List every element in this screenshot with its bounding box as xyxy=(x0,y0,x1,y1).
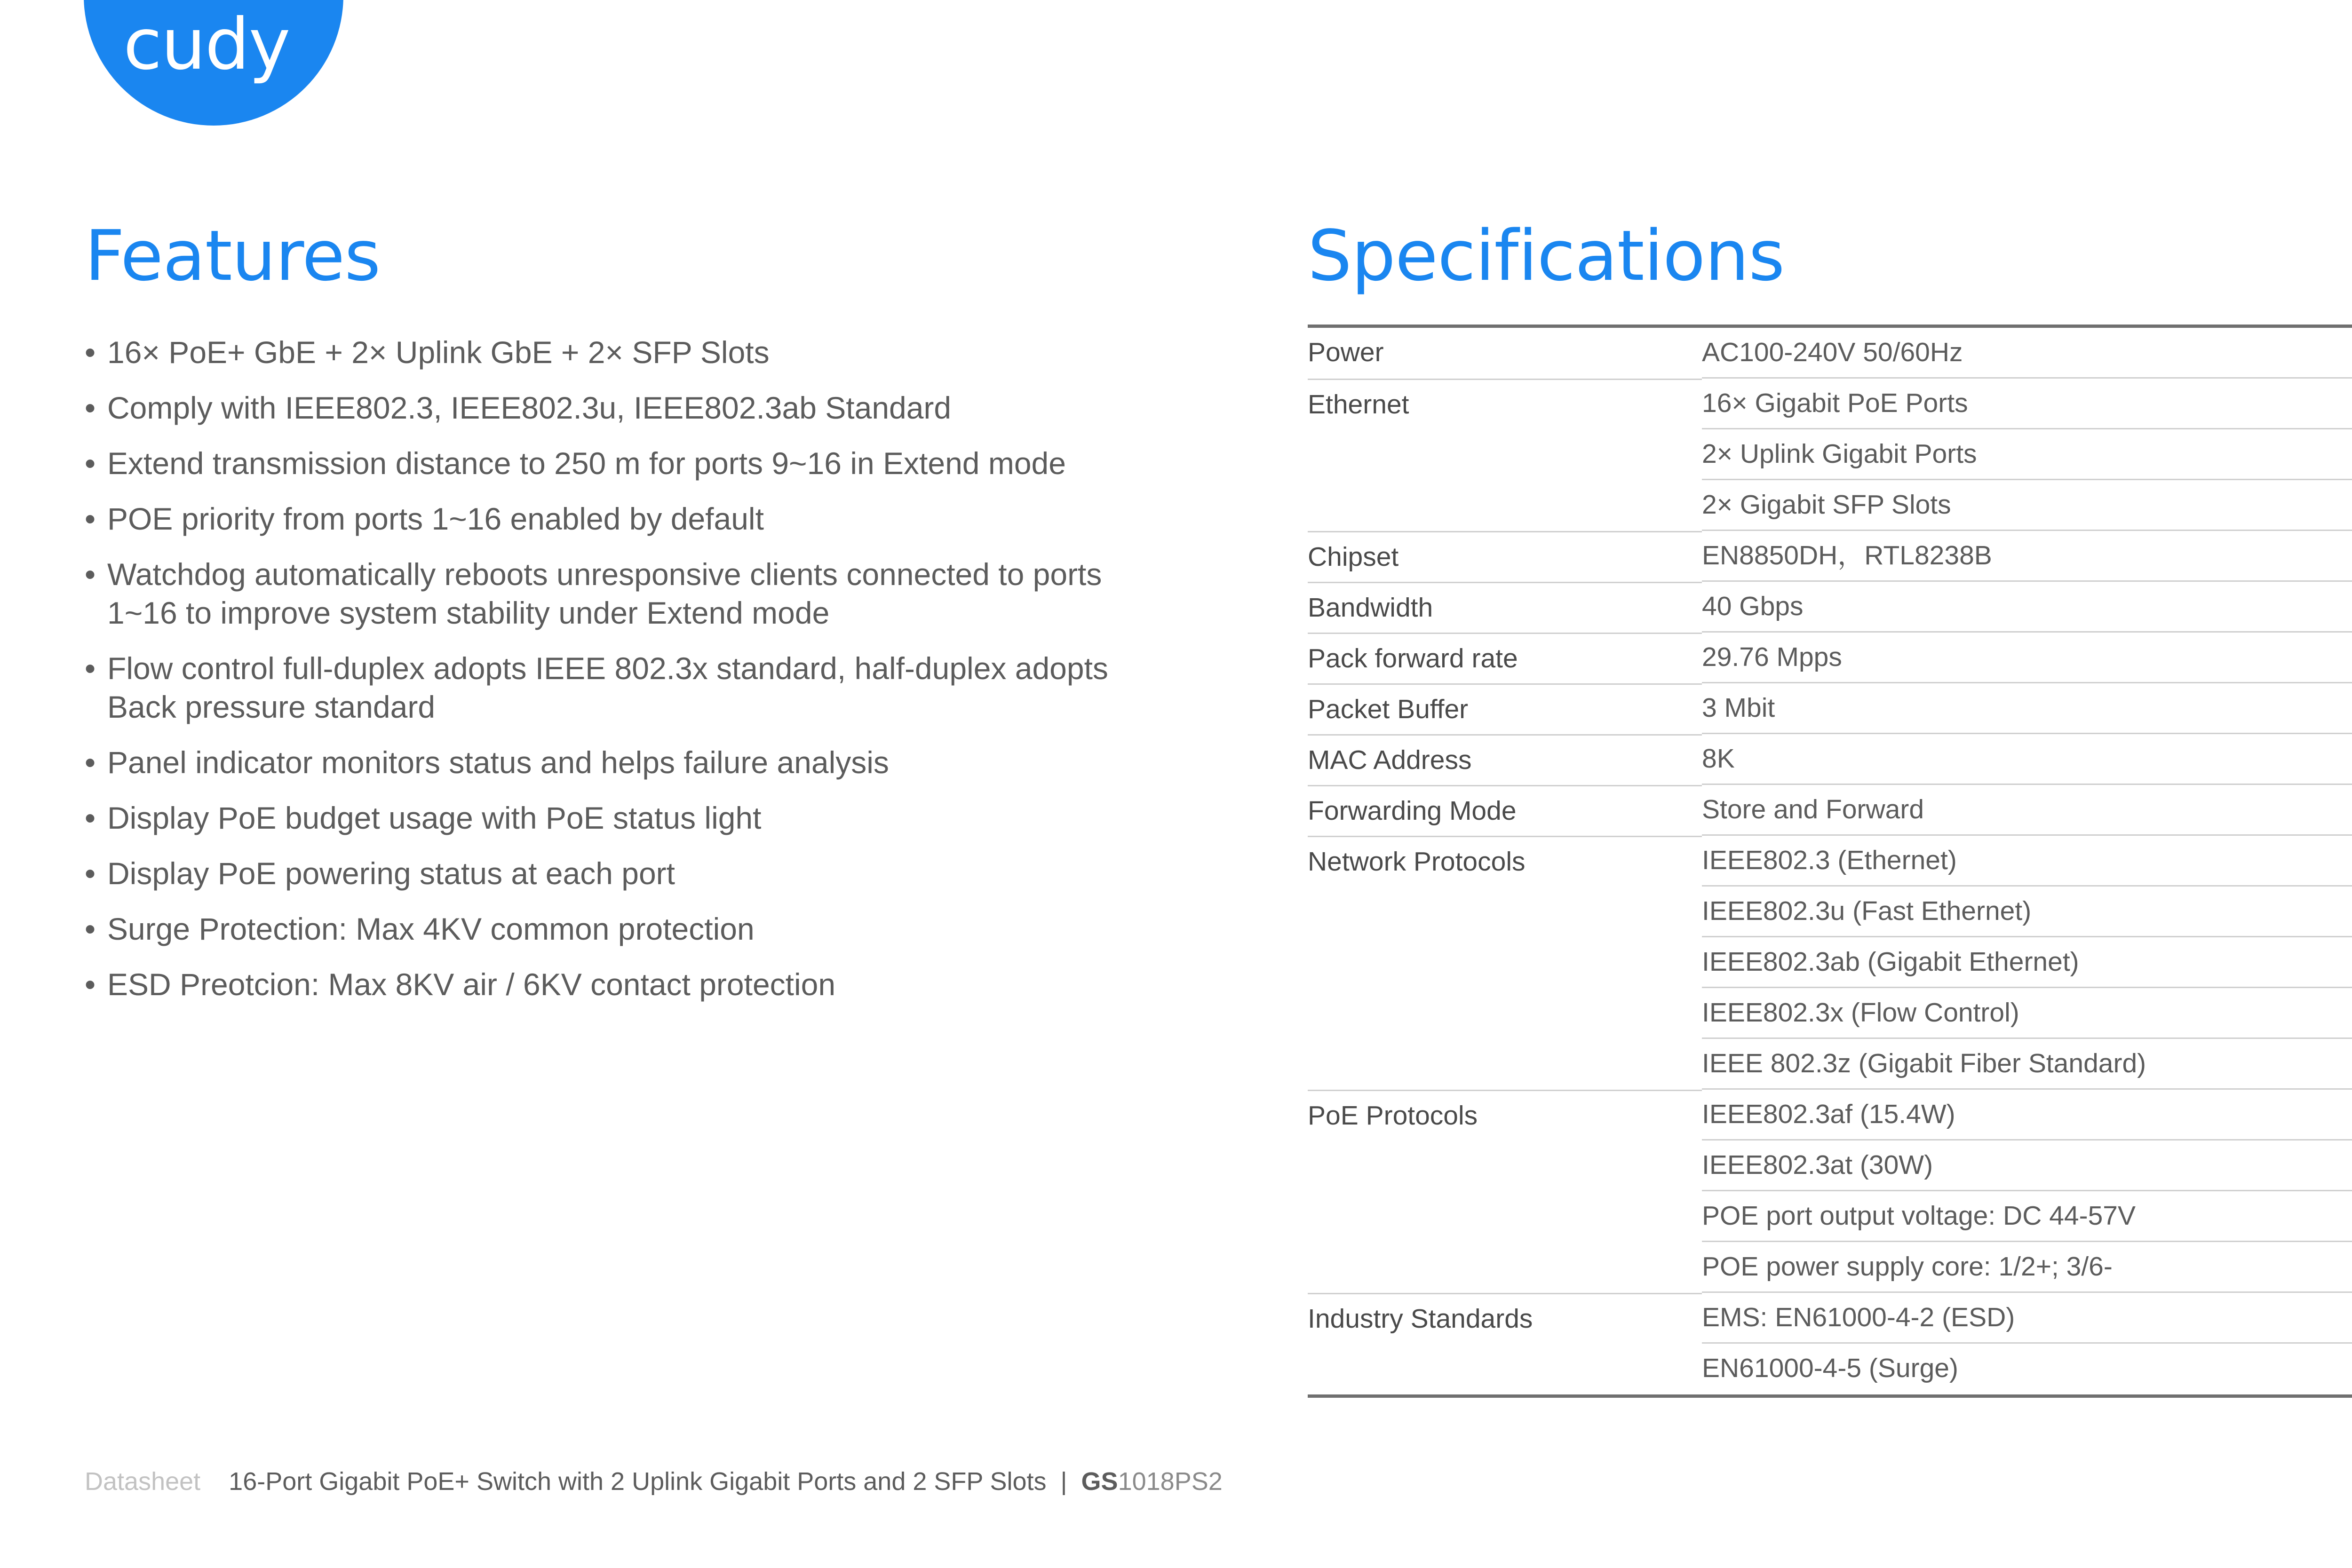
spec-value: EN8850DH，RTL8238B xyxy=(1702,531,2352,582)
feature-item xyxy=(85,333,1167,372)
feature-text: Display PoE budget usage with PoE status light xyxy=(107,800,762,835)
footer-model-suffix: 1018PS2 xyxy=(1118,1467,1223,1496)
spec-label xyxy=(1308,887,1702,937)
spec-label: Bandwidth xyxy=(1308,582,1702,633)
spec-row xyxy=(1308,531,2352,582)
spec-label xyxy=(1308,988,1702,1039)
spec-value: IEEE802.3u (Fast Ethernet) xyxy=(1702,887,2352,937)
spec-value: 29.76 Mpps xyxy=(1702,633,2352,683)
feature-text: ESD Preotcion: Max 8KV air / 6KV contact protection xyxy=(107,967,836,1002)
feature-text: POE priority from ports 1~16 enabled by default xyxy=(107,501,764,536)
bullet-icon: • xyxy=(85,967,96,1002)
spec-row xyxy=(1308,1039,2352,1090)
spec-label xyxy=(1308,1242,1702,1293)
bullet-icon: • xyxy=(85,856,96,891)
spec-value: POE port output voltage: DC 44-57V xyxy=(1702,1191,2352,1242)
bullet-icon: • xyxy=(85,390,96,425)
bullet-icon: • xyxy=(85,651,96,686)
spec-label: Ethernet xyxy=(1308,379,1702,429)
spec-row xyxy=(1308,785,2352,836)
specifications-title: Specifications xyxy=(1308,215,1785,296)
footer-doc-type: Datasheet xyxy=(85,1467,201,1496)
spec-row xyxy=(1308,582,2352,633)
spec-value: EN61000-4-5 (Surge) xyxy=(1702,1353,1958,1383)
spec-label xyxy=(1308,480,1702,531)
bullet-icon: • xyxy=(85,501,96,536)
feature-text: Extend transmission distance to 250 m for ports 9~16 in Extend mode xyxy=(107,446,1066,481)
bullet-icon: • xyxy=(85,557,96,592)
spec-row xyxy=(1308,683,2352,734)
bullet-icon: • xyxy=(85,335,96,370)
brand-logo-text: cudy xyxy=(123,4,290,86)
spec-value: 3 Mbit xyxy=(1702,683,2352,734)
spec-row xyxy=(1308,429,2352,480)
bullet-icon: • xyxy=(85,745,96,780)
footer xyxy=(85,1463,1223,1500)
spec-label: Packet Buffer xyxy=(1308,683,1702,734)
spec-row xyxy=(1308,328,2352,379)
feature-item xyxy=(85,444,1167,483)
feature-item xyxy=(85,649,1167,726)
spec-row xyxy=(1308,1191,2352,1242)
bullet-icon: • xyxy=(85,800,96,835)
spec-value: 2× Gigabit SFP Slots xyxy=(1702,480,2352,531)
bullet-icon: • xyxy=(85,911,96,946)
feature-item xyxy=(85,965,1167,1004)
spec-row xyxy=(1308,1344,2352,1394)
features-title: Features xyxy=(85,215,381,296)
spec-label: MAC Address xyxy=(1308,734,1702,785)
spec-row xyxy=(1308,988,2352,1039)
spec-label xyxy=(1308,1039,1702,1090)
spec-label: Chipset xyxy=(1308,531,1702,582)
feature-text: Comply with IEEE802.3, IEEE802.3u, IEEE802.3ab Standard xyxy=(107,390,952,425)
spec-label xyxy=(1308,1140,1702,1191)
spec-row xyxy=(1308,836,2352,887)
spec-value: IEEE802.3x (Flow Control) xyxy=(1702,988,2352,1039)
features-list xyxy=(85,333,1167,1021)
feature-text: Surge Protection: Max 4KV common protection xyxy=(107,911,755,946)
spec-value: IEEE 802.3z (Gigabit Fiber Standard) xyxy=(1702,1039,2352,1090)
spec-row xyxy=(1308,1242,2352,1293)
spec-value: IEEE802.3 (Ethernet) xyxy=(1702,836,2352,887)
spec-value: Store and Forward xyxy=(1702,785,2352,836)
feature-item xyxy=(85,555,1167,632)
footer-separator: | xyxy=(1060,1467,1067,1496)
spec-label xyxy=(1308,1191,1702,1242)
feature-text: Display PoE powering status at each port xyxy=(107,856,675,891)
spec-row xyxy=(1308,887,2352,937)
footer-description: 16-Port Gigabit PoE+ Switch with 2 Uplink Gigabit Ports and 2 SFP Slots xyxy=(229,1467,1047,1496)
spec-label xyxy=(1308,937,1702,988)
spec-label: Power xyxy=(1308,337,1384,367)
spec-value: 16× Gigabit PoE Ports xyxy=(1702,379,2352,429)
spec-value: 40 Gbps xyxy=(1702,582,2352,633)
spec-label: Industry Standards xyxy=(1308,1293,1702,1344)
spec-value: EMS: EN61000-4-2 (ESD) xyxy=(1702,1293,2352,1344)
spec-row xyxy=(1308,1293,2352,1344)
feature-item xyxy=(85,743,1167,782)
feature-item xyxy=(85,910,1167,948)
spec-label xyxy=(1308,429,1702,480)
spec-value: IEEE802.3af (15.4W) xyxy=(1702,1090,2352,1140)
spec-label: Pack forward rate xyxy=(1308,633,1702,683)
feature-text: 16× PoE+ GbE + 2× Uplink GbE + 2× SFP Slots xyxy=(107,335,770,370)
feature-item xyxy=(85,499,1167,538)
footer-model-prefix: GS xyxy=(1081,1467,1118,1496)
spec-value: 8K xyxy=(1702,734,2352,785)
feature-item xyxy=(85,388,1167,427)
spec-value: POE power supply core: 1/2+; 3/6- xyxy=(1702,1242,2352,1293)
feature-text: Panel indicator monitors status and helps failure analysis xyxy=(107,745,889,780)
spec-value: IEEE802.3at (30W) xyxy=(1702,1140,2352,1191)
spec-value: AC100-240V 50/60Hz xyxy=(1702,328,2352,379)
spec-row xyxy=(1308,1140,2352,1191)
spec-value: IEEE802.3ab (Gigabit Ethernet) xyxy=(1702,937,2352,988)
feature-item xyxy=(85,854,1167,893)
spec-row xyxy=(1308,480,2352,531)
spec-row xyxy=(1308,734,2352,785)
spec-value: 2× Uplink Gigabit Ports xyxy=(1702,429,2352,480)
spec-row xyxy=(1308,379,2352,429)
spec-label: Forwarding Mode xyxy=(1308,785,1702,836)
spec-row xyxy=(1308,937,2352,988)
feature-item xyxy=(85,799,1167,837)
spec-row xyxy=(1308,633,2352,683)
bullet-icon: • xyxy=(85,446,96,481)
spec-label xyxy=(1308,1344,1702,1394)
spec-label: Network Protocols xyxy=(1308,836,1702,887)
spec-row xyxy=(1308,1090,2352,1140)
spec-label: PoE Protocols xyxy=(1308,1090,1702,1140)
feature-text: Watchdog automatically reboots unresponsive clients connected to ports 1~16 to improve system stability under Extend mode xyxy=(107,557,1102,630)
specifications-table xyxy=(1308,325,2352,1398)
feature-text: Flow control full-duplex adopts IEEE 802.3x standard, half-duplex adopts Back pressure standard xyxy=(107,651,1108,724)
